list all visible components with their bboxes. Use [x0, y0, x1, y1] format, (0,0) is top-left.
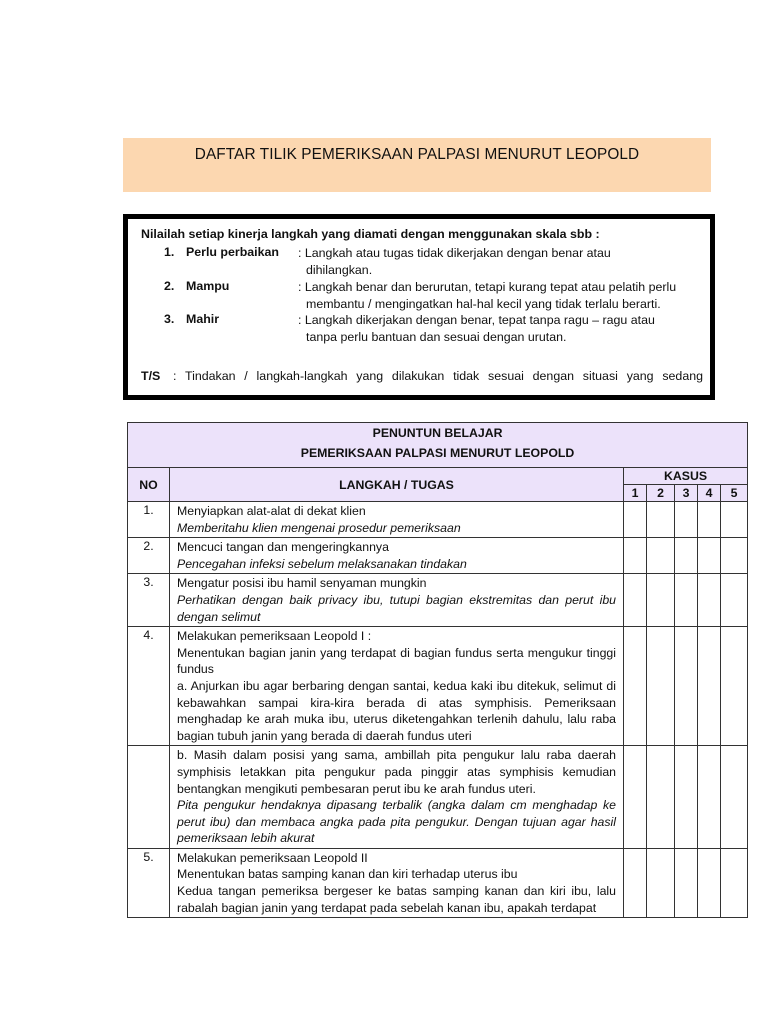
row-number: [128, 746, 170, 849]
table-title-cell: [128, 423, 748, 468]
kasus-check-1[interactable]: [624, 502, 647, 538]
table-row: [128, 538, 748, 574]
scale-intro: Nilailah setiap kinerja langkah yang diamati dengan menggunakan skala sbb :: [141, 227, 600, 241]
kasus-check-1[interactable]: [624, 538, 647, 574]
kasus-check-5[interactable]: [721, 627, 748, 746]
kasus-check-5[interactable]: [721, 848, 748, 917]
document-title-banner: [123, 138, 711, 192]
scoring-scale-box: [123, 214, 715, 400]
table-title-row: [128, 423, 748, 468]
table-row: [128, 746, 748, 849]
kasus-check-3[interactable]: [675, 538, 698, 574]
learning-guide-table: [127, 422, 748, 918]
task-cell: [170, 627, 624, 746]
scale-item-number: 3.: [164, 312, 175, 326]
scale-item-description: [298, 312, 698, 345]
kasus-number: 3: [675, 485, 698, 502]
scale-item-description: [298, 279, 698, 312]
kasus-check-5[interactable]: [721, 538, 748, 574]
scale-desc-line2: tanpa perlu bantuan dan sesuai dengan urutan.: [306, 329, 567, 344]
kasus-check-2[interactable]: [647, 574, 675, 627]
task-subtext: Menentukan batas samping kanan dan kiri terhadap uterus ibu: [177, 867, 518, 882]
col-header-task: LANGKAH / TUGAS: [170, 468, 624, 502]
task-note: Pita pengukur hendaknya dipasang terbalik (angka dalam cm menghadap ke perut ibu) dan membaca angka pada pita pengukur. Dengan tujuan agar hasil pemeriksaan lebih akurat: [177, 798, 616, 846]
kasus-check-4[interactable]: [698, 746, 721, 849]
scale-desc-line1: : Langkah benar dan berurutan, tetapi kurang tepat atau pelatih perlu: [298, 280, 677, 294]
kasus-check-3[interactable]: [675, 574, 698, 627]
kasus-check-1[interactable]: [624, 627, 647, 746]
kasus-number: 4: [698, 485, 721, 502]
scale-item-description: [298, 245, 698, 278]
task-note: Pencegahan infeksi sebelum melaksanakan tindakan: [177, 556, 467, 571]
scale-desc-line2: membantu / mengingatkan hal-hal kecil yang tidak terlalu berarti.: [306, 296, 661, 311]
scale-desc-line1: : Langkah dikerjakan dengan benar, tepat tanpa ragu – ragu atau: [298, 313, 655, 327]
kasus-check-5[interactable]: [721, 746, 748, 849]
ts-text: : Tindakan / langkah-langkah yang dilakukan tidak sesuai dengan situasi yang sedang: [173, 369, 703, 383]
task-subtext: Menentukan bagian janin yang terdapat di bagian fundus serta mengukur tinggi fundus: [177, 645, 616, 677]
column-header-row: [128, 468, 748, 485]
kasus-check-2[interactable]: [647, 627, 675, 746]
scale-desc-line1: : Langkah atau tugas tidak dikerjakan dengan benar atau: [298, 246, 611, 260]
row-number: 2.: [128, 538, 170, 574]
kasus-check-3[interactable]: [675, 848, 698, 917]
kasus-check-4[interactable]: [698, 574, 721, 627]
kasus-check-2[interactable]: [647, 502, 675, 538]
task-note: Memberitahu klien mengenai prosedur pemeriksaan: [177, 520, 461, 535]
kasus-check-3[interactable]: [675, 627, 698, 746]
table-row: [128, 627, 748, 746]
kasus-check-2[interactable]: [647, 538, 675, 574]
document-title: DAFTAR TILIK PEMERIKSAAN PALPASI MENURUT LEOPOLD: [194, 146, 640, 163]
kasus-check-2[interactable]: [647, 848, 675, 917]
table-row: [128, 848, 748, 917]
kasus-check-1[interactable]: [624, 848, 647, 917]
task-cell: [170, 574, 624, 627]
kasus-check-1[interactable]: [624, 574, 647, 627]
kasus-check-4[interactable]: [698, 538, 721, 574]
scale-item-number: 1.: [164, 245, 175, 259]
table-title-line2: PEMERIKSAAN PALPASI MENURUT LEOPOLD: [300, 446, 575, 460]
scale-item-label: Mampu: [186, 279, 230, 293]
task-cell: [170, 746, 624, 849]
task-text: Melakukan pemeriksaan Leopold I :: [177, 629, 372, 644]
scale-item-number: 2.: [164, 279, 175, 293]
kasus-number: 5: [721, 485, 748, 502]
ts-text-wrap: [173, 369, 703, 383]
col-header-no: NO: [128, 468, 170, 502]
scale-desc-line2: dihilangkan.: [306, 262, 373, 277]
task-text: Mencuci tangan dan mengeringkannya: [177, 540, 389, 555]
kasus-number: 1: [624, 485, 647, 502]
task-text: Menyiapkan alat-alat di dekat klien: [177, 504, 366, 518]
kasus-number: 2: [647, 485, 675, 502]
kasus-check-4[interactable]: [698, 627, 721, 746]
kasus-check-2[interactable]: [647, 746, 675, 849]
table-row: [128, 502, 748, 538]
kasus-check-4[interactable]: [698, 502, 721, 538]
scale-item-label: Mahir: [186, 312, 220, 326]
kasus-check-4[interactable]: [698, 848, 721, 917]
row-number: 3.: [128, 574, 170, 627]
task-text: Mengatur posisi ibu hamil senyaman mungkin: [177, 576, 427, 591]
task-cell: [170, 848, 624, 917]
table-title-line1: PENUNTUN BELAJAR: [372, 426, 503, 440]
kasus-check-3[interactable]: [675, 746, 698, 849]
row-number: 5.: [128, 848, 170, 917]
task-cell: [170, 538, 624, 574]
task-step: a. Anjurkan ibu agar berbaring dengan santai, kedua kaki ibu ditekuk, selimut di kebawahkan sampai kira-kira berada di atas symphisis. Pemeriksaan menghadap ke arah muka ibu, uterus diketengahkan terlenih dahulu, lalu raba bagian tubuh janin yang berada di daerah fundus uteri: [177, 678, 616, 743]
ts-key: T/S: [141, 369, 161, 383]
kasus-check-5[interactable]: [721, 502, 748, 538]
task-note: Perhatikan dengan baik privacy ibu, tutupi bagian ekstremitas dan perut ibu dengan selimut: [177, 592, 616, 624]
kasus-check-5[interactable]: [721, 574, 748, 627]
task-text: Melakukan pemeriksaan Leopold II: [177, 850, 368, 865]
task-cell: [170, 502, 624, 538]
task-step: Kedua tangan pemeriksa bergeser ke batas samping kanan dan kiri ibu, lalu rabalah bagian janin yang terdapat pada sebelah kanan ibu, apakah terdapat: [177, 884, 616, 915]
table-row: [128, 574, 748, 627]
task-step: b. Masih dalam posisi yang sama, ambillah pita pengukur lalu raba daerah symphisis letakkan pita pengukur pada pinggir atas symphisis kemudian bentangkan mengikuti pembesaran perut ibu ke arah fundus uteri.: [177, 748, 616, 796]
kasus-check-3[interactable]: [675, 502, 698, 538]
scale-item-label: Perlu perbaikan: [186, 245, 279, 259]
row-number: 1.: [128, 502, 170, 538]
col-header-kasus: KASUS: [624, 468, 748, 485]
row-number: 4.: [128, 627, 170, 746]
kasus-check-1[interactable]: [624, 746, 647, 849]
